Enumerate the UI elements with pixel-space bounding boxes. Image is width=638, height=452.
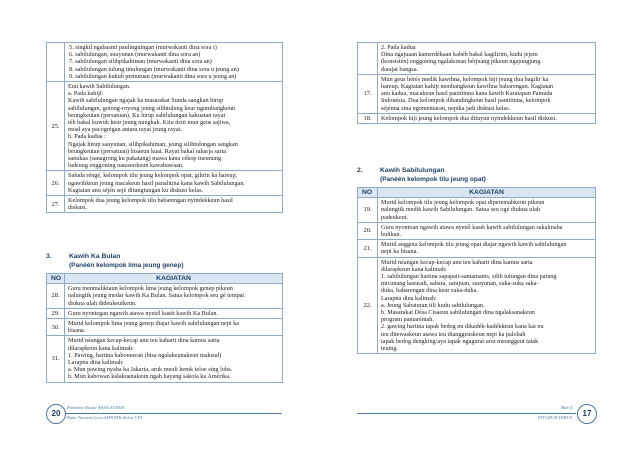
footer-divider [357, 413, 576, 414]
header-kagiatan: KAGIATAN [65, 274, 283, 284]
section-heading [46, 253, 282, 271]
right-top-table [357, 42, 596, 124]
row-content: Murid néangan kecap-kecap anu teu kaharti dina kamus sarta dilarapkeun kana kalimah: 1. sabilulungan hartina sapapait-samamanis, silih tulungan dina parang micunang kasusah, sahara, satujuan, suuyunan, suka-suka saka- duka, babarengan dina keur suka-duka. Larapna dina kalimah: a. Jeung Sabaturan tili kudu sabilulungan. b. Masarakat Désa Cisaeun sabilulungan dina ngalaksanakeun program pamaréntah. 2. gawing hartina tapak bedog nu dikadék-kadékkeun kana kai nu teu ditewaskeun atawa teu dianggeuskeun nepi ka palobah tapak bedog dengking/aya tapak ngagurat urut meunggeut tatak teuing. [378, 257, 596, 354]
section-heading [357, 167, 595, 185]
list-item: 7. sabilulungan silihpikahiman (murwakanti dina sora an) [69, 58, 212, 66]
table-row [358, 113, 596, 123]
list-item: 5. singkil ngabasmi paulinguingan (murwakanti dina sora i) [69, 44, 217, 51]
table-row [358, 257, 596, 354]
left-top-table [46, 42, 283, 213]
section-subtitle: (Panéén kelompok tilu jeung opat) [380, 176, 486, 183]
table-row [358, 198, 596, 223]
row-content: Guru menmaliktaun kelompok lima jeung kelompok genep pikeun nalungtik jeung medar kawih Ka Bulan. Satua kelompok seu gé tempat diukna ulah dideukeutkeun. [65, 284, 283, 309]
section-title: Kawih Sabilulungan [380, 167, 445, 174]
row-content: 2. Pada kadua Dina ngajuaan kamerdékaan kabéh bakal kagilirim, kudu jejem (konsistén) enggoning ngalakonan bérjuang pikeun ngajungjung darajat bangsa. [378, 43, 596, 75]
footer-book-title: Pamekar Diajar BASA SUNDA [67, 405, 125, 410]
row-content: Mun geus bérés medik kawihna, kelompok hiji jeung dua bagilir ka hareup. Kagiatan kahiji nembangkeun kawihna babarengan. Kagiatan anu kadua, macakeun hasil panitiinna kana kawih Karatapan Pamuda Indonésia. Dua kelompok dibandingkeun hasil panitiinna, kelompok séjénna sina ngomentaran, nepika jadi diskusi kelas. [378, 74, 596, 113]
row-number: 31. [47, 336, 65, 382]
list-item: 6. sabilulungan, suuyunan (murwakanti dina sora an) [69, 51, 201, 59]
row-number: 25. [47, 82, 65, 171]
list-item: 8. sabilulungan tulung tinulungan (murwakanti dina sora u jeung an) [69, 65, 239, 73]
list-item: 9. sabilulungan kukuh pemutuan (murwakanti dina sora u jeung an) [69, 72, 237, 80]
row-content: Saluda réngé, kelompok tilu jeung kelompok opat, gilirin ka hareup, ngawihkeun jeung macakeun hasil panalitina kana kawih Sabilulungan. Kagiatan anu séjén sejé ditungtungan ku diskusi kelas. [65, 171, 283, 196]
section-number: 2. [357, 167, 363, 174]
table-row [47, 284, 283, 309]
row-content: Murid kelompok lima jeung genep diajar kawih sabilulungan nepi ka bisana. [65, 319, 283, 336]
right-page [319, 0, 638, 452]
row-number: 17. [358, 74, 378, 113]
pre-list [65, 43, 283, 82]
row-number: 27. [47, 196, 65, 213]
right-footer [319, 404, 638, 424]
table-row [47, 319, 283, 336]
row-content: Euu kawih Sabilulungan. a. Pada kahiji: Kawih sabilulungan ngajak ka masarakat Sunda sangkan hirup sabilulungan, gotong-royong jeung silihtulung keur ngumbangkeun beungkeutan (persatuan). Ku hirup sabilulungan kakuatan rayat téh bakal kuwuh keur jeung nungkak. Kitu deui mun geus sajiwa, moal aya pacogrégan antara rayat jeung rayat. b. Pada kadua : Ngajak hirup sauyunan, silihpikahiman, jeung silihtulungan sangkan beungkeutan (persatuan) bisaeun kuat. Rayat bakal raharja sarta sanukaa (sanagrong ku pakatang) mawa kana cékop tneunung ludeung enggoning nanasurkeun kawabawaan. [65, 82, 283, 171]
table-row [358, 240, 596, 257]
left-activity-table [46, 273, 283, 383]
footer-chapter: Bab 4 [561, 405, 572, 410]
row-number: 26. [47, 171, 65, 196]
header-no: NO [47, 274, 65, 284]
table-row [358, 74, 596, 113]
header-kagiatan: KAGIATAN [378, 188, 596, 198]
table-row [47, 308, 283, 318]
table-row [358, 222, 596, 239]
row-content: Guru nyontegan ngawih atawa nyetél kasét kawih Ka Bulan. [65, 308, 283, 318]
footer-chapter-title: PITURUH HIRUS [537, 415, 572, 420]
page-number: 20 [46, 404, 66, 424]
row-number [358, 43, 378, 75]
row-number: 21. [358, 240, 378, 257]
row-number: 30. [47, 319, 65, 336]
table-row [47, 336, 283, 382]
row-number: 29. [47, 308, 65, 318]
row-content: Guru nyontoan ngawih atawa nyetél kasét kawih sabilulungan sakalinaba bulikan. [378, 222, 596, 239]
table-row [47, 82, 283, 171]
page-number: 17 [577, 404, 597, 424]
section-title: Kawih Ka Bulan [69, 253, 121, 260]
row-number: 19. [358, 198, 378, 223]
table-header [358, 188, 596, 198]
row-content: Kelompok hiji jeung kelompok dua dituyun nyindekkeun hasil diskusi. [378, 113, 596, 123]
footer-book-subtitle: Buku Tuturon Guru SMP/MTs Kelas VIII [67, 415, 143, 420]
row-content: Murid néangan kecap-kecap anu teu kaharti dina kamus sarta dilarapkeun kana kalimah: 1. Pawing, hartina kaboneeran (bisa ngalakeunakeun maksud) Larapna dina kalimah: a. Mun pawing nyaba ka Jakarta, aruk meuli kemk teloe sing loba. b. Mun kabowan kalakuanakeun ngah hayang sakola ka Amérika. [65, 336, 283, 382]
row-number: 28. [47, 284, 65, 309]
table-row [358, 43, 596, 75]
section-number: 3. [46, 253, 52, 260]
table-row [47, 171, 283, 196]
row-number: 22. [358, 257, 378, 354]
footer-divider [65, 413, 282, 414]
left-footer [0, 404, 319, 424]
right-activity-table [357, 187, 596, 354]
table-row [47, 196, 283, 213]
table-row [47, 43, 283, 82]
row-number: 18. [358, 113, 378, 123]
row-content: Murid kelompok tilu jeung kelompok opat diperemahkeun pikeun nalungtik medik kawih Sabilulungan. Satua seu ogé diukna ulah padeukeut. [378, 198, 596, 223]
header-no: NO [358, 188, 378, 198]
row-content: Kelompok dua jeung kelompok tilu babarengan nyindekkeun hasil diskusi. [65, 196, 283, 213]
section-subtitle: (Panéén kelompok lima jeung genep) [69, 262, 184, 269]
table-header [47, 274, 283, 284]
row-content: Murid anggota kelompok tilu jeung opat diajar ngawih kawih sabilulungan nepi ka bisana. [378, 240, 596, 257]
row-number: 20. [358, 222, 378, 239]
